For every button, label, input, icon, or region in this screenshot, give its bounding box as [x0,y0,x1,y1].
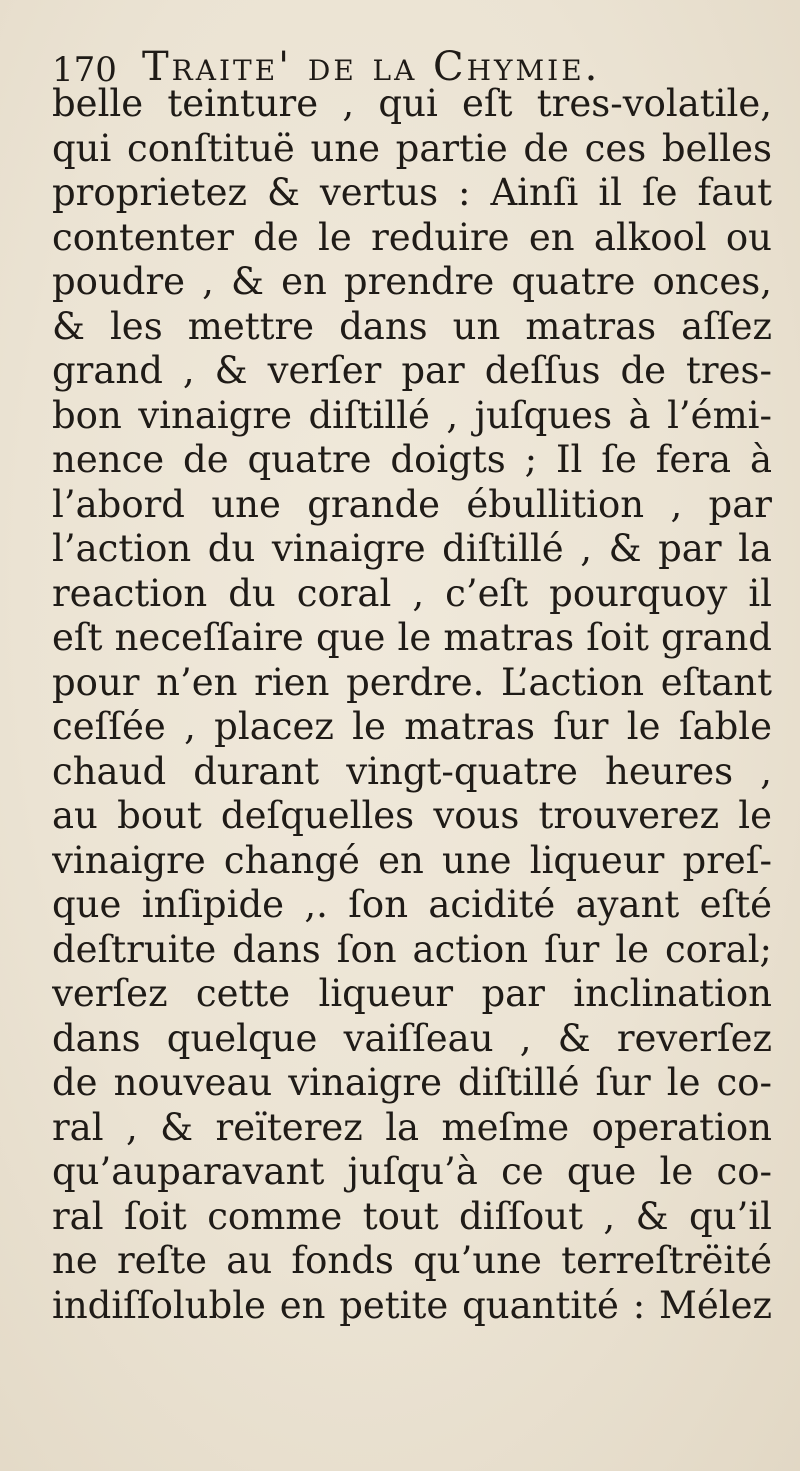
text-line: deſtruite dans ſon action ſur le coral; [52,927,772,971]
text-line: l’action du vinaigre diſtillé , & par la [52,527,772,570]
text-line: ceſſée , placez le matras ſur le ſable [52,705,772,748]
running-head: Traite' de la Chymie. [142,44,601,90]
text-line: & les mettre dans un matras aſſez [52,304,772,348]
text-line: pour n’en rien perdre. L’action eſtant [52,660,772,704]
text-line: qu’auparavant juſqu’à ce que le co- [52,1150,772,1193]
text-line: vinaigre changé en une liqueur preſ- [52,838,772,882]
text-line: qui conſtituë une partie de ces belles [52,126,772,170]
text-line: que inſipide ,. ſon acidité ayant eſté [52,883,772,926]
text-line: belle teinture , qui eſt tres-volatile, [52,82,772,125]
text-line: l’abord une grande ébullition , par [52,482,772,526]
text-line: nence de quatre doigts ; Il ſe fera à [52,438,772,481]
text-line: indiſſoluble en petite quantité : Mélez [52,1283,772,1327]
text-line: bon vinaigre diſtillé , juſques à l’émi- [52,393,772,437]
text-line: poudre , & en prendre quatre onces, [52,260,772,303]
text-line: verſez cette liqueur par inclination [52,972,772,1015]
text-line: ral ſoit comme tout diſſout , & qu’il [52,1194,772,1238]
page-number: 170 [52,50,117,90]
text-line: reaction du coral , c’eſt pourquoy il [52,571,772,615]
text-line: dans quelque vaiſſeau , & reverſez [52,1016,772,1060]
text-line: de nouveau vinaigre diſtillé ſur le co- [52,1061,772,1104]
text-line: contenter de le reduire en alkool ou [52,215,772,259]
text-line: grand , & verſer par deſſus de tres- [52,349,772,392]
text-line: proprietez & vertus : Ainſi il ſe faut [52,171,772,214]
body-text [52,82,772,1328]
text-line: ne reſte au fonds qu’une terreſtrëité [52,1239,772,1282]
text-line: au bout deſquelles vous trouverez le [52,794,772,837]
text-line: ral , & reïterez la meſme operation [52,1105,772,1149]
text-line: chaud durant vingt-quatre heures , [52,749,772,793]
text-line: eſt neceſſaire que le matras ſoit grand [52,616,772,659]
